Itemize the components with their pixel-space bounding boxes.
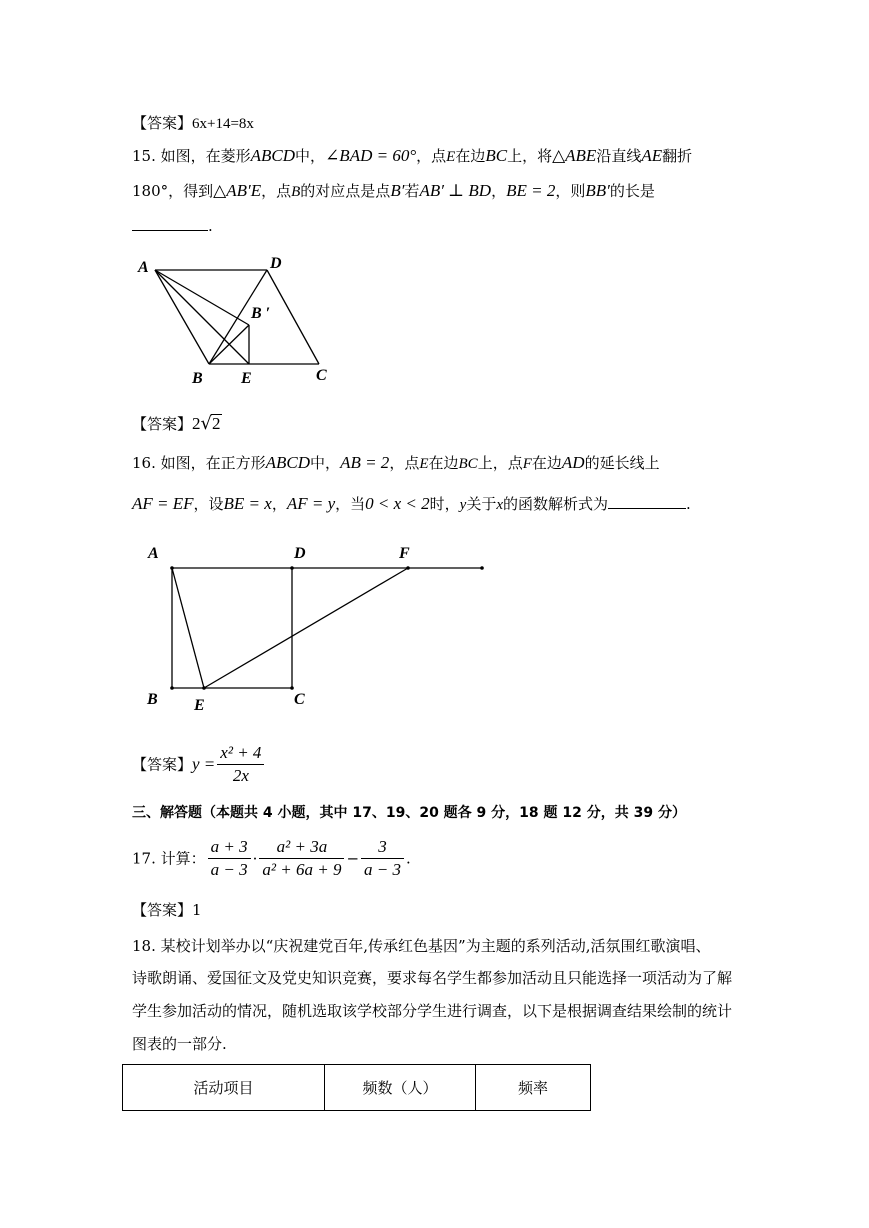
q15-line-1: 15. 如图，在菱形ABCD中，∠BAD = 60°，点E在边BC上，将△ABE沿直线AE翻折 [132, 146, 693, 165]
point-A [170, 566, 174, 570]
answer-blank [608, 494, 686, 509]
point-C [290, 686, 294, 690]
q18-line-1: 18. 某校计划举办以“庆祝建党百年,传承红色基因”为主题的系列活动,活氛围红歌演唱、 [132, 937, 711, 955]
label-D: D [270, 255, 282, 272]
label-B-prime: B ′ [251, 305, 271, 322]
table-header-row [123, 1065, 591, 1111]
q16-line-1: 16. 如图，在正方形ABCD中，AB = 2，点E在边BC上，点F在边AD的延长线上 [132, 453, 660, 472]
point-E [202, 686, 206, 690]
answer-label: 【答案】 [132, 114, 193, 132]
fraction-3: $\frac{3}{a - 3}$ [361, 838, 404, 879]
segment-AE [172, 568, 204, 688]
label-A: A [138, 259, 149, 276]
figure-16-square [140, 538, 490, 718]
table-header-cell: 频数（人） [325, 1065, 476, 1111]
answer-17: 【答案】1 [132, 901, 202, 919]
label-E: E [194, 697, 205, 714]
answer-blank [132, 216, 208, 231]
point-B [170, 686, 174, 690]
frequency-table [122, 1064, 591, 1111]
label-B: B [192, 370, 203, 387]
label-D: D [294, 545, 306, 562]
label-B: B [147, 691, 158, 708]
fraction-2: $\frac{\text{a² + 3a}}{\text{a² + 6a + 9}}$ [259, 838, 344, 879]
label-F: F [399, 545, 410, 562]
answer-value: 6x+14=8x [192, 116, 254, 132]
section-heading: 三、解答题（本题共 4 小题，其中 17、19、20 题各 9 分，18 题 12 分，共 39 分） [132, 805, 686, 821]
q18-line-4: 图表的一部分. [132, 1035, 227, 1053]
q15-line-3: . [132, 216, 213, 236]
point-D [290, 566, 294, 570]
q15-line-2: 180°，得到△AB′E，点B的对应点是点B′若AB′ ⊥ BD，BE = 2，则BB′的长是 [132, 181, 655, 200]
point-F [406, 566, 410, 570]
q17: 17. 计算： $\frac{a + 3}{a - 3}$ · $\frac{\text{a² + 3a}}{\text{a² + 6a + 9}}$ − $\frac{3}{a - 3}$ . [132, 837, 411, 879]
label-A: A [148, 545, 159, 562]
answer-15: 【答案】2√2 [132, 413, 221, 434]
q16-line-2: AF = EF，设BE = x，AF = y，当0 < x < 2时，y关于x的函数解析式为 . [132, 494, 691, 513]
fraction: $\frac{\text{x² + 4}}{2x}$ [217, 744, 264, 785]
table-header-cell: 频率 [476, 1065, 591, 1111]
segment-DC [267, 270, 319, 364]
answer-16: 【答案】y = $\frac{\text{x² + 4}}{2x}$ [132, 744, 266, 785]
label-C: C [316, 367, 327, 384]
label-E: E [241, 370, 252, 387]
segment-EF [204, 568, 408, 688]
figure-15-rhombus [130, 250, 350, 390]
label-C: C [294, 691, 305, 708]
point-end [480, 566, 484, 570]
radical-sign: √ [200, 413, 212, 434]
table-header-cell: 活动项目 [123, 1065, 325, 1111]
segment-AB [155, 270, 209, 364]
answer-14 [132, 113, 254, 134]
q18-line-2: 诗歌朗诵、爱国征文及党史知识竞赛，要求每名学生都参加活动且只能选择一项活动为了解 [132, 969, 733, 987]
fraction-1: $\frac{a + 3}{a - 3}$ [208, 838, 251, 879]
q18-line-3: 学生参加活动的情况，随机选取该学校部分学生进行调查，以下是根据调查结果绘制的统计 [132, 1002, 733, 1020]
